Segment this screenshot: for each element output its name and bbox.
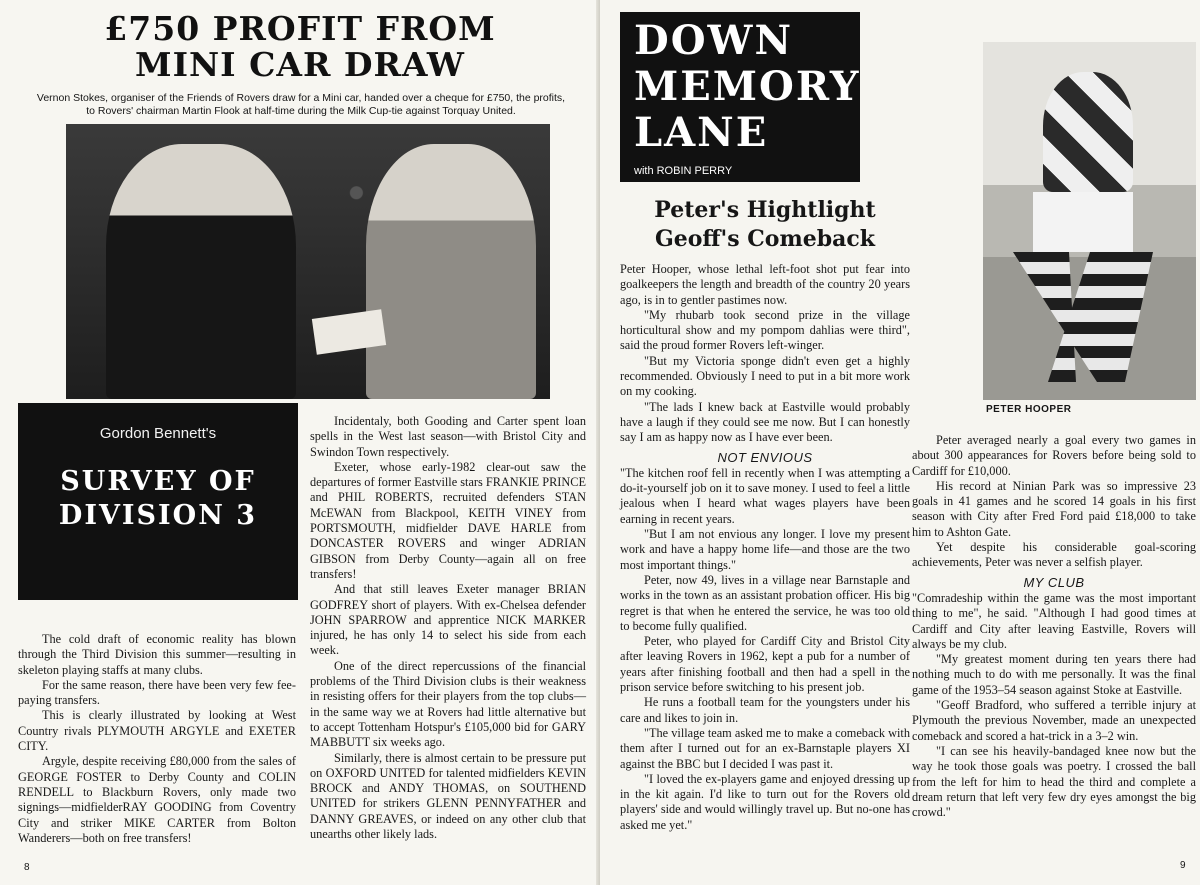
my-club-heading: MY CLUB bbox=[1023, 574, 1085, 590]
dml-byline: with ROBIN PERRY bbox=[634, 165, 733, 177]
paragraph: Peter Hooper, whose lethal left-foot shot put fear into goalkeepers the length and breadth of the country 20 years ago, is in to gentler pastimes now. bbox=[620, 262, 910, 307]
paragraph: His record at Ninian Park was so impressive 23 goals in 41 games and he scored 14 goals in his first season with City after Fred Ford paid £18,000 to take him to Ashton Gate. bbox=[912, 478, 1196, 539]
paragraph: For the same reason, there have been very few fee-paying transfers. bbox=[18, 677, 296, 708]
paragraph: "The kitchen roof fell in recently when I was attempting a do-it-yourself job on it to save money. I used to feel a little jealous when I heard what wages players have been earning in recent years. bbox=[620, 465, 910, 526]
down-memory-lane-box bbox=[620, 12, 860, 182]
down-memory-lane-title bbox=[634, 18, 859, 156]
dml-line3: LANE bbox=[634, 109, 769, 156]
survey-byline: Gordon Bennett's bbox=[99, 425, 217, 442]
paragraph: "The village team asked me to make a comeback with them after I turned out for an ex-Barnstaple players XI against the BBC but I decided I was past it. bbox=[620, 725, 910, 771]
paragraph: Incidentaly, both Gooding and Carter spent loan spells in the West last season—with Bristol City and Swindon Town respectively. bbox=[310, 414, 586, 459]
article-subheadline bbox=[620, 196, 910, 254]
paragraph: Argyle, despite receiving £80,000 from the sales of GEORGE FOSTER to Derby County and COLIN RENDELL to Blackburn Rovers, only made two signings—midfielderRAY GOODING from Coventry City and striker MIKE CARTER from Bolton Wanderers—both on free transfers! bbox=[18, 754, 296, 845]
headline-line1: £750 PROFIT FROM bbox=[104, 9, 496, 48]
player-figure bbox=[1043, 72, 1133, 192]
caption-line1: Vernon Stokes, organiser of the Friends of Rovers draw for a Mini car, handed over a cheque for £750, the profits, bbox=[36, 92, 566, 104]
paragraph: This is clearly illustrated by looking at West Country rivals PLYMOUTH ARGYLE and EXETER CITY. bbox=[18, 708, 296, 754]
right-page bbox=[600, 0, 1200, 885]
paragraph: "I can see his heavily-bandaged knee now but the way he took those goals was poetry. I crossed the ball from the left for him to head the third and complete a dream return that left very few dry eyes amongst the big crowd." bbox=[912, 743, 1196, 820]
paragraph: He runs a football team for the youngsters under his care and likes to join in. bbox=[620, 695, 910, 725]
page-number-left: 8 bbox=[24, 862, 30, 873]
memory-column-2 bbox=[912, 433, 1196, 820]
not-envious-heading: NOT ENVIOUS bbox=[717, 449, 813, 465]
paragraph: "I loved the ex-players game and enjoyed dressing up in the kit again. I'd like to turn out for the Rovers old players' side and would willingly travel up. But no-one has asked me yet." bbox=[620, 771, 910, 832]
paragraph: "Geoff Bradford, who suffered a terrible injury at Plymouth the previous November, made an unexpected comeback and scored a hat-trick in a 3–2 win. bbox=[912, 698, 1196, 743]
paragraph: Similarly, there is almost certain to be pressure put on OXFORD UNITED for talented midfielders KEVIN BROCK and ANDY THOMAS, on SOUTHEND UNITED for strikers GLENN PENNYFATHER and DANNY GREAVES, or indeed on any other club that unearths other likely lads. bbox=[310, 750, 586, 842]
man-right-figure bbox=[366, 144, 536, 399]
paragraph: "My rhubarb took second prize in the village horticultural show and my pompom dahlias were third", said the proud former Rovers left-winger. bbox=[620, 307, 910, 353]
man-left-figure bbox=[106, 144, 296, 399]
sub-line2: Geoff's Comeback bbox=[654, 226, 876, 252]
paragraph: Yet despite his considerable goal-scoring achievements, Peter was never a selfish player. bbox=[912, 540, 1196, 570]
paragraph: Exeter, whose early-1982 clear-out saw the departures of former Eastville stars FRANKIE PRINCE and PHIL ROBERTS, recruited defenders STAN McEWAN from Blackpool, KEITH VINEY from PORTSMOUTH, midfielder DAVE HARLE from DONCASTER ROVERS and winger ADRIAN GIBSON from Derby County—again all on free transfers! bbox=[310, 459, 586, 581]
cheque-presentation-photo bbox=[66, 124, 550, 399]
survey-title-line1: SURVEY OF bbox=[60, 466, 256, 497]
caption-line2: to Rovers' chairman Martin Flook at half-time during the Milk Cup-tie against Torquay United. bbox=[86, 105, 516, 117]
page-number-right: 9 bbox=[1180, 860, 1186, 871]
dml-line1: DOWN bbox=[634, 17, 794, 64]
paragraph: The cold draft of economic reality has blown through the Third Division this summer—resulting in skeleton playing staffs at many clubs. bbox=[18, 632, 296, 677]
paragraph: "Comradeship within the game was the most important thing to me", he said. "Although I had good times at Cardiff and City after leaving Eastville, Rovers will always be my club. bbox=[912, 590, 1196, 651]
paragraph: One of the direct repercussions of the financial problems of the Third Division clubs is their weakness in resisting offers for their players from the top clubs—in the same way we at Rovers had little alternative but to accept Tottenham Hotspur's £105,000 bid for GARY MABBUTT six weeks ago. bbox=[310, 658, 586, 750]
sub-line1: Peter's Hightlight bbox=[654, 197, 876, 223]
survey-column-2 bbox=[310, 414, 586, 842]
peter-hooper-photo bbox=[983, 42, 1196, 400]
survey-header-box bbox=[18, 403, 298, 600]
paragraph: Peter, who played for Cardiff City and Bristol City after leaving Rovers in 1962, kept a pub for a number of years after finishing football and then had a spell in the prison service before switching to his present job. bbox=[620, 634, 910, 695]
headline-line2: MINI CAR DRAW bbox=[135, 45, 465, 84]
survey-column-1 bbox=[18, 632, 296, 846]
paragraph: "But my Victoria sponge didn't even get a highly recommended. Obviously I need to put in a bit more work on my cooking. bbox=[620, 353, 910, 399]
paragraph: Peter, now 49, lives in a village near Barnstaple and works in the town as an assistant probation officer. His big regret is that when he entered the service, he was too old to become fully qualified. bbox=[620, 572, 910, 633]
survey-title bbox=[18, 465, 298, 533]
survey-title-line2: DIVISION 3 bbox=[58, 500, 258, 531]
paragraph: Peter averaged nearly a goal every two games in about 300 appearances for Rovers before being sold to Cardiff for £10,000. bbox=[912, 433, 1196, 478]
paragraph: "But I am not envious any longer. I love my present work and have a happy home life—and those are the two most important things." bbox=[620, 527, 910, 572]
player-shorts bbox=[1033, 192, 1133, 252]
dml-line2: MEMORY bbox=[634, 63, 861, 110]
paragraph: "The lads I knew back at Eastville would probably have a laugh if they could see me now. But I can honestly say I am as happy now as I have ever been. bbox=[620, 399, 910, 445]
paragraph: "My greatest moment during ten years there had nothing much to do with me personally. It was the final game of the 1953–54 season against Stoke at Eastville. bbox=[912, 652, 1196, 697]
memory-column-1 bbox=[620, 262, 910, 833]
paragraph: And that still leaves Exeter manager BRIAN GODFREY short of players. With ex-Chelsea defender JOHN SPARROW and apprentice NICK MARKER injured, he has only 14 to select his side from each week. bbox=[310, 582, 586, 658]
photo-caption-peter-hooper: PETER HOOPER bbox=[986, 404, 1072, 415]
photo-caption bbox=[18, 92, 584, 118]
